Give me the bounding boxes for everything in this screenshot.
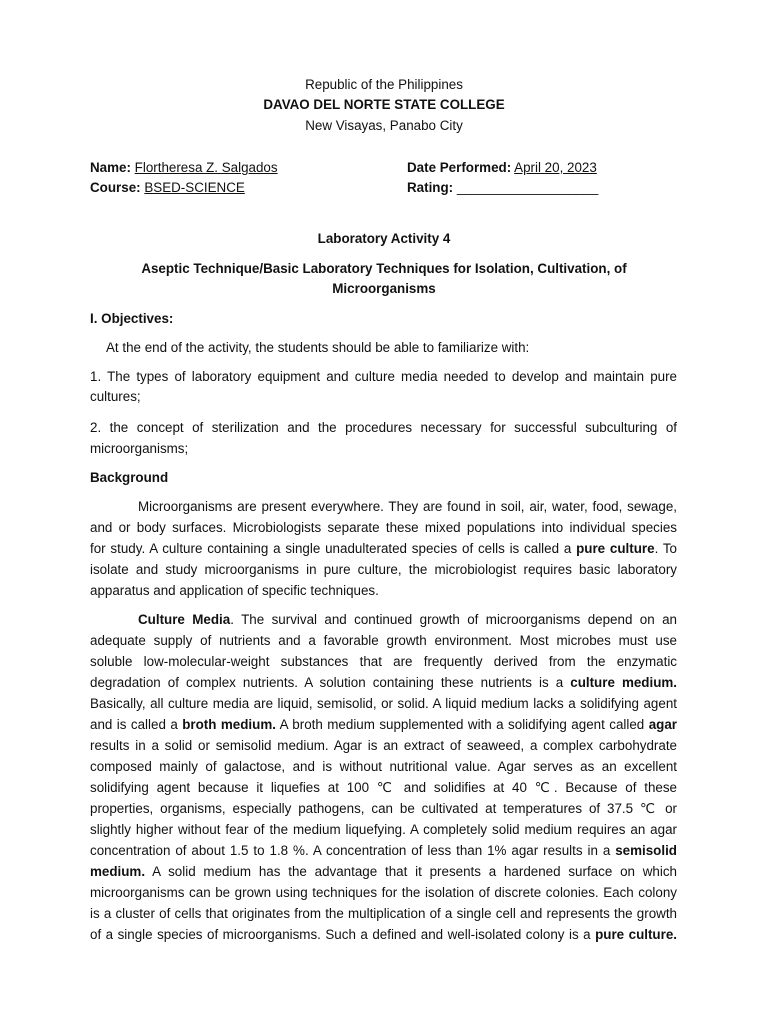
term-broth-medium: broth medium.	[182, 717, 276, 732]
activity-label: Laboratory Activity 4	[317, 231, 451, 246]
objective-1-line2: cultures;	[90, 389, 141, 404]
para2-line4: degradation of complex nutrients. A solution containing these nutrients is a culture medium.	[90, 675, 677, 690]
objective-2-line2: microorganisms;	[90, 441, 189, 456]
term-agar: agar	[648, 717, 677, 732]
rating-value: ___________________	[456, 180, 599, 195]
para2-line1: Culture Media. The survival and continued growth of microorganisms depend on an	[138, 612, 677, 627]
para2-line11: slightly higher without fear of the medium liquefying. A completely solid medium requires an agar	[90, 822, 677, 837]
course-row	[90, 180, 245, 195]
name-row	[90, 160, 278, 175]
header-republic: Republic of the Philippines	[305, 77, 463, 92]
para2-line14: microorganisms can be grown using techniques for the isolation of discrete colonies. Each colony	[90, 885, 677, 900]
term-pure-culture: pure culture	[576, 541, 655, 556]
date-value: April 20, 2023	[514, 160, 597, 175]
para2-line9: solidifying agent because it liquefies at 100 ℃ and solidifies at 40 ℃. Because of these	[90, 780, 677, 795]
rating-label: Rating:	[407, 180, 454, 195]
course-label: Course:	[90, 180, 141, 195]
header-address: New Visayas, Panabo City	[305, 118, 463, 133]
para2-line16: of a single species of microorganisms. Such a defined and well-isolated colony is a pure culture.	[90, 927, 677, 942]
activity-title-line1: Aseptic Technique/Basic Laboratory Techniques for Isolation, Cultivation, of	[141, 261, 627, 276]
rating-row	[407, 180, 598, 195]
date-row	[407, 160, 597, 175]
para1-line4: isolate and study microorganisms in pure culture, the microbiologist requires basic laboratory	[90, 562, 677, 577]
objectives-heading: I. Objectives:	[90, 311, 174, 326]
para1-line2: and or body surfaces. Microbiologists separate these mixed populations into individual species	[90, 520, 677, 535]
para2-line15: is a cluster of cells that originates from the multiplication of a single cell and represents the growth	[90, 906, 677, 921]
para2-line7: results in a solid or semisolid medium. Agar is an extract of seaweed, a complex carbohydrate	[90, 738, 677, 753]
para2-line8: composed mainly of galactose, and is without nutritional value. Agar serves as an excellent	[90, 759, 677, 774]
term-pure-culture-2: pure culture.	[595, 927, 677, 942]
name-value: Flortheresa Z. Salgados	[134, 160, 278, 175]
para2-line13: medium. A solid medium has the advantage that it presents a hardened surface on which	[90, 864, 677, 879]
header-college: DAVAO DEL NORTE STATE COLLEGE	[263, 97, 505, 112]
term-medium: medium.	[90, 864, 146, 879]
para2-line6: and is called a broth medium. A broth medium supplemented with a solidifying agent called agar	[90, 717, 677, 732]
background-heading: Background	[90, 470, 169, 485]
para2-line5: Basically, all culture media are liquid, semisolid, or solid. A liquid medium lacks a solidifying agent	[90, 696, 677, 711]
para1-line5: apparatus and application of specific techniques.	[90, 583, 379, 598]
activity-title-line2: Microorganisms	[332, 281, 436, 296]
course-value: BSED-SCIENCE	[144, 180, 245, 195]
para2-line10: properties, organisms, especially pathogens, can be cultivated at temperatures of 37.5 ℃ or	[90, 801, 677, 816]
name-label: Name:	[90, 160, 131, 175]
objective-1-line1: 1. The types of laboratory equipment and culture media needed to develop and maintain pure	[90, 369, 677, 384]
objectives-intro: At the end of the activity, the students should be able to familiarize with:	[106, 340, 530, 355]
para1-line1: Microorganisms are present everywhere. They are found in soil, air, water, food, sewage,	[138, 499, 677, 514]
objective-2-line1: 2. the concept of sterilization and the procedures necessary for successful subculturing of	[90, 420, 677, 435]
term-culture-media: Culture Media	[138, 612, 231, 627]
date-label: Date Performed:	[407, 160, 512, 175]
para2-line12: concentration of about 1.5 to 1.8 %. A concentration of less than 1% agar results in a semisolid	[90, 843, 677, 858]
para2-line2: adequate supply of nutrients and a favorable growth environment. Most microbes must use	[90, 633, 677, 648]
term-semisolid: semisolid	[615, 843, 677, 858]
para1-line3: for study. A culture containing a single unadulterated species of cells is called a pure culture. To	[90, 541, 678, 556]
para2-line3: soluble low-molecular-weight substances that are frequently derived from the enzymatic	[90, 654, 677, 669]
term-culture-medium: culture medium.	[570, 675, 677, 690]
